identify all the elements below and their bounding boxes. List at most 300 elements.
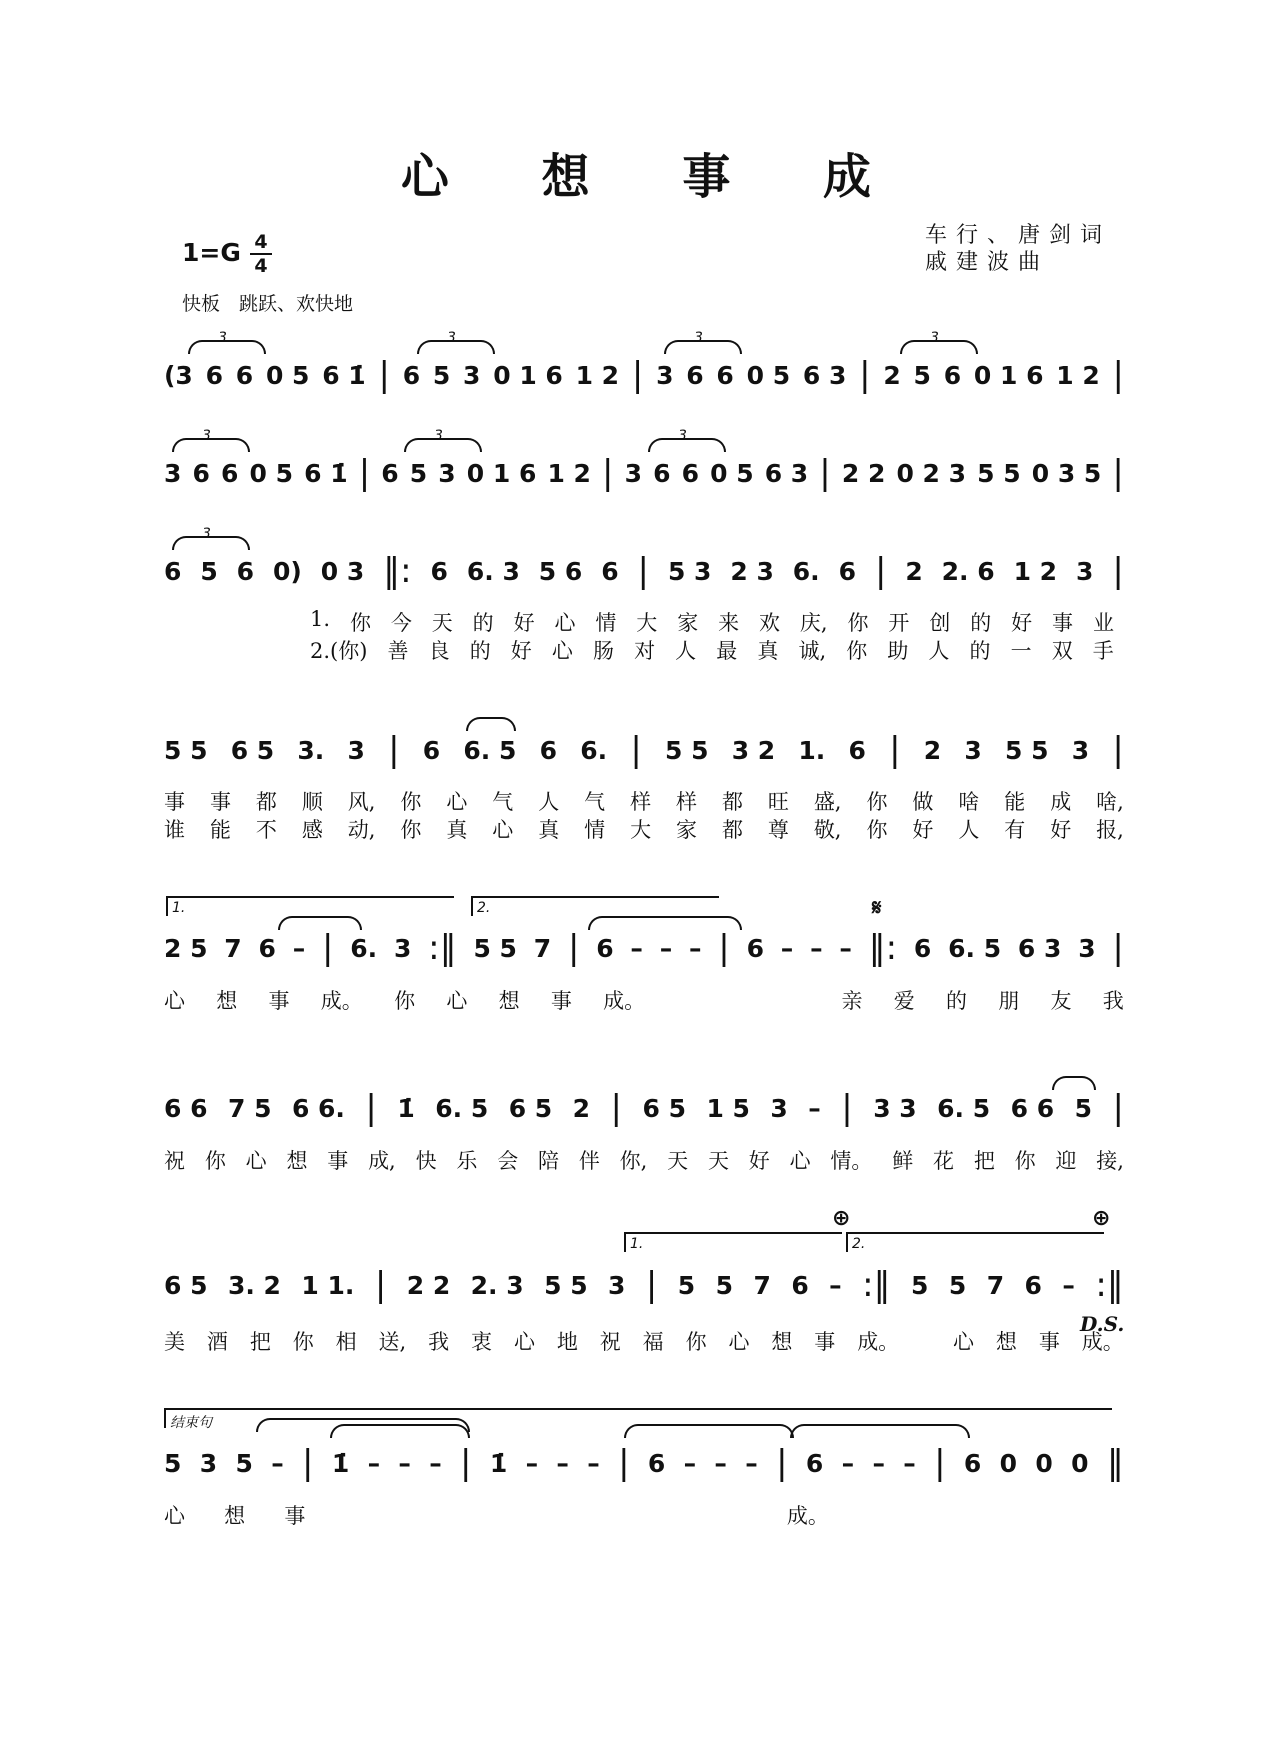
note: 6. 5 [435,1093,489,1123]
lyric-char: 家 [676,818,697,842]
volta-1-label: 1. [172,900,186,916]
note: 0 2 3 [896,458,967,488]
lyric-char: 事 [268,989,290,1013]
note: 6 3 [802,360,847,390]
note: 3 [347,735,365,765]
note: 2 [572,1093,591,1123]
lyric-char: 天 [707,1149,729,1173]
note: 5 5 [977,458,1021,488]
note: – [429,1448,442,1478]
note: 6 5 [642,1093,686,1123]
note: 2 [883,360,901,390]
note: 3. [297,735,325,765]
notation-row-5 [164,928,1124,968]
note: 2 [905,556,923,586]
note: 7 [986,1270,1005,1300]
note: 2 [923,735,942,765]
lyric-char: 心 [245,1149,267,1173]
lyric-char: 成。 [786,1504,829,1528]
note: 5 [911,1270,929,1300]
note: 6 [681,458,699,488]
triplet-slur [404,438,482,452]
lyric-char: 你 [400,790,422,814]
lyric-char: 心 [513,1330,535,1354]
barline: | [1112,355,1124,395]
triplet-slur [417,340,495,354]
lyric-char [1016,1500,1026,1530]
lyric-char: 迎 [1055,1149,1077,1173]
lyric-char: 想 [995,1330,1017,1354]
lyric-char: 心 [728,1330,750,1354]
barline: | [1112,928,1124,968]
lyric-char [966,1500,976,1530]
lyric-char: 诚, [798,639,827,663]
note: 6 [848,735,866,765]
lyric-char: 事 [814,1330,836,1354]
volta-2-label: 2. [852,1236,866,1252]
note: – [271,1448,284,1478]
lyric-char: 风, [347,790,376,814]
notation-row-3 [164,551,1124,591]
triplet-mark: 3 [694,330,703,346]
lyric-char: 的 [945,989,967,1013]
barline: | [819,453,831,493]
barline: | [602,453,614,493]
lyric-char [718,985,728,1015]
lyric-char [1065,1500,1075,1530]
note: – [872,1448,885,1478]
lyric-char [492,1500,502,1530]
note: – [1062,1270,1075,1300]
triplet-slur [188,340,266,354]
barline: | [322,928,334,968]
lyric-char: 把 [973,1149,995,1173]
lyric-char: 心 [953,1330,974,1354]
lyric-char: 想 [216,989,238,1013]
note: 1 2 [1013,556,1058,586]
tempo-marking: 快板 跳跃、欢快地 [182,293,354,315]
lyric-char: 的 [970,611,992,635]
lyric-char: 你, [619,1149,648,1173]
note: 5 3 [667,556,712,586]
notation-row-6 [164,1088,1124,1128]
note: 6. 5 [937,1093,991,1123]
note: – [829,1270,842,1300]
lyric-char: 双 [1051,639,1073,663]
note: 7 5 [227,1093,272,1123]
note: – [745,1448,758,1478]
lyric-char [676,985,686,1015]
note: 3 2 [731,735,776,765]
lyric-char: 好 [510,639,532,663]
lyric-char [394,1500,404,1530]
note: 5 [677,1270,696,1300]
lyric-char: 欢 [759,611,781,635]
note: 3 [964,735,982,765]
note: 5 6 [538,556,583,586]
lyric-char [921,1326,931,1356]
lyric-char: 你 [846,639,868,663]
triplet-mark: 3 [434,428,443,444]
barline: | [859,355,871,395]
note: 5 5 [164,735,208,765]
lyric-row-4-verse-1 [164,786,1124,816]
lyric-char: 能 [209,818,231,842]
lyric-char: 敬, [813,818,842,842]
lyric-char: 2.(你) [310,639,368,663]
lyric-char: 不 [255,818,277,842]
note: 2 2 [841,458,886,488]
barline: | [302,1443,314,1483]
note: (3 [164,360,193,390]
key-signature: 1=G [182,238,241,267]
volta-2 [846,1232,1104,1252]
triplet-slur [172,536,250,550]
ds-marking: D.S. [1080,1312,1125,1336]
note: 2 3 [730,556,774,586]
barline: | [631,355,644,395]
lyric-char: 都 [255,790,277,814]
note: 6 6. [291,1093,345,1123]
note: 6 [1024,1270,1042,1300]
note: 1. [798,735,826,765]
barline: | [841,1088,853,1128]
barline: | [776,1443,788,1483]
lyric-char: 人 [928,639,950,663]
lyric-row-4-verse-2 [164,814,1124,844]
notation-row-8 [164,1443,1124,1483]
lyric-row-8 [164,1500,1124,1530]
note: 0 [1035,1448,1053,1478]
note: 6 [653,458,671,488]
song-title: 心 想 事 成 [400,149,910,205]
lyric-char: 真 [446,818,468,842]
note: 0 5 [710,458,754,488]
barline: :‖ [428,928,457,968]
triplet-slur [664,340,742,354]
note: – [683,1448,697,1478]
lyric-char [759,985,769,1015]
note: 5 [432,360,451,390]
barline: | [718,928,730,968]
note: – [841,1448,855,1478]
notation-row-2 [164,453,1124,493]
note: 2 5 [164,933,208,963]
lyric-char: 你 [866,790,888,814]
tie [790,1424,970,1438]
note: 6 3 [764,458,809,488]
lyric-char: 你 [847,611,869,635]
note: 6 5 [164,1270,208,1300]
note: 6 1̇ [322,360,366,390]
lyric-char: 你 [292,1330,314,1354]
note: 6 [647,1448,666,1478]
note: 6 5 [508,1093,553,1123]
note: 1 2 [547,458,591,488]
lyric-char: 你 [1014,1149,1036,1173]
lyric-char: 谁 [164,818,185,842]
lyric-char: 成 [1050,790,1072,814]
note: 0 [999,1448,1018,1478]
note: 5 [1074,1093,1092,1123]
lyric-char: 祝 [599,1330,621,1354]
lyric-char: 好 [1011,611,1033,635]
note: 0 5 [249,458,293,488]
lyric-char: 把 [249,1330,271,1354]
lyric-char: 乐 [456,1149,478,1173]
note: – [714,1448,727,1478]
note: 6 [539,735,558,765]
lyric-char: 气 [492,790,514,814]
note: 6 [838,556,857,586]
lyric-char [917,1500,927,1530]
note: 6. [580,735,608,765]
barline: | [1112,551,1124,591]
note: 0 3 [320,556,365,586]
note: – [810,933,823,963]
composer-credit: 戚建波曲 [925,250,1050,275]
barline: | [630,730,642,770]
lyric-char: 好 [912,818,934,842]
note: 3 [656,360,674,390]
triplet-mark: 3 [678,428,687,444]
triplet-slur [648,438,726,452]
triplet-slur [172,438,250,452]
lyric-char: 想 [498,989,520,1013]
note: 3 [1076,556,1094,586]
note: 6 [716,360,734,390]
note: 5 5 [665,735,709,765]
lyric-char: 想 [771,1330,793,1354]
lyric-char: 尊 [767,818,789,842]
note: 6. [350,933,378,963]
lyric-char: 朋 [998,989,1020,1013]
lyric-char: 我 [1102,989,1124,1013]
note: 6 [805,1448,824,1478]
barline: ‖: [383,551,412,591]
lyric-char: 一 [1010,639,1032,663]
ending-label: 结束句 [170,1415,212,1431]
note: 5 [948,1270,967,1300]
lyric-char: 事 [164,790,185,814]
lyric-char: 心 [164,1504,185,1528]
lyric-char: 事 [1038,1330,1060,1354]
note: 5 [409,458,428,488]
note: 6 [913,933,932,963]
lyric-char: 花 [933,1149,954,1173]
note: 5 5 [1005,735,1049,765]
note: – [525,1448,539,1478]
note: 2. 3 [470,1270,524,1300]
note: 7 [224,933,242,963]
lyric-char: 酒 [206,1330,228,1354]
note: – [689,933,702,963]
triplet-mark: 3 [447,330,456,346]
lyric-char: 旺 [767,790,789,814]
barline: | [618,1443,630,1483]
lyric-char [1114,1500,1124,1530]
lyric-char: 想 [286,1149,308,1173]
lyric-char [541,1500,551,1530]
note: – [839,933,852,963]
note: 5 5 [544,1270,588,1300]
lyric-char: 你 [349,611,371,635]
note: – [292,933,306,963]
lyric-char: 接, [1096,1149,1124,1173]
lyric-char: 情 [584,818,606,842]
lyric-char: 的 [469,639,491,663]
lyric-char: 善 [387,639,409,663]
lyric-char: 事 [550,989,572,1013]
barline: :‖ [1095,1265,1124,1305]
lyric-char: 真 [538,818,560,842]
lyric-char: 成。 [1081,1330,1124,1354]
note: 6 5 [230,735,275,765]
note: 6 [235,360,254,390]
lyric-row-6 [164,1145,1124,1175]
note: 6 [422,735,441,765]
note: 1 2 [575,360,620,390]
note: – [587,1448,600,1478]
note: 6 [686,360,704,390]
note: 0 1 6 [466,458,537,488]
note: 5 [715,1270,734,1300]
lyric-char: 友 [1050,989,1072,1013]
lyric-char: 家 [677,611,699,635]
lyric-char: 创 [929,611,951,635]
lyric-char: 你 [866,818,888,842]
lyric-char: 盛, [813,790,842,814]
lyric-char: 报, [1096,818,1124,842]
lyric-char: 美 [164,1330,185,1354]
segno-sign: 𝄋 [872,896,882,921]
lyric-char: 大 [630,818,652,842]
lyric-char: 事 [327,1149,349,1173]
lyric-char: 心 [164,989,185,1013]
barline: | [874,551,887,591]
barline: | [637,551,650,591]
lyric-char: 地 [556,1330,578,1354]
lyric-char: 好 [748,1149,770,1173]
note: 7 [533,933,552,963]
triplet-mark: 3 [218,330,227,346]
lyric-char: 鲜 [892,1149,914,1173]
lyric-char: 心 [554,611,576,635]
note: 6. 5 [463,735,517,765]
note: 6 [963,1448,982,1478]
lyric-char: 的 [969,639,991,663]
note: 1 1. [301,1270,355,1300]
note: 3 [770,1093,788,1123]
tie [330,1424,470,1438]
lyric-char: 人 [675,639,697,663]
note: 1 2 [1056,360,1100,390]
lyric-char: 气 [584,790,606,814]
time-signature [250,232,272,276]
barline: | [378,355,390,395]
lyric-char: 成。 [320,989,363,1013]
lyric-char: 感 [301,818,323,842]
barline: ‖: [868,928,898,968]
note: 5 [913,360,931,390]
lyric-char: 今 [390,611,412,635]
note: 0 3 5 [1031,458,1102,488]
note: 6 [791,1270,809,1300]
triplet-mark: 3 [930,330,939,346]
lyric-char: 心 [789,1149,811,1173]
lyric-char: 快 [415,1149,437,1173]
note: 3 3 [873,1093,917,1123]
volta-1 [166,896,454,916]
lyric-char: 大 [636,611,658,635]
note: 6 [943,360,962,390]
note: – [630,933,643,963]
note: 3 [393,933,412,963]
lyric-char: 都 [721,818,743,842]
barline: | [374,1265,387,1305]
note: 6. 5 [948,933,1002,963]
lyric-char: 祝 [164,1149,185,1173]
lyric-char: 心 [551,639,573,663]
lyric-char: 样 [630,790,652,814]
note: 6 [596,933,614,963]
note: 6 [430,556,448,586]
volta-2 [471,896,719,916]
lyric-char [443,1500,453,1530]
note: – [367,1448,381,1478]
note: 6 6 [1010,1093,1055,1123]
barline: | [934,1443,946,1483]
note: 6 [402,360,421,390]
triplet-slur [900,340,978,354]
lyric-char: 你 [204,1149,226,1173]
barline: | [388,730,400,770]
note: – [398,1448,411,1478]
lyric-char: 啥 [958,790,980,814]
note: 3 [608,1270,626,1300]
time-top: 4 [254,231,268,253]
note: 3 [1078,933,1096,963]
note: 6 1̇ [304,458,348,488]
lyricist-credit: 车行、唐剑词 [925,223,1112,248]
lyric-char: 业 [1092,611,1114,635]
note: 6 [221,458,239,488]
note: 0 [1071,1448,1089,1478]
barline: | [460,1443,472,1483]
lyric-char: 最 [716,639,738,663]
lyric-char: 相 [335,1330,357,1354]
note: 3 [438,458,456,488]
lyric-char: 手 [1092,639,1114,663]
lyric-char: 情 [595,611,617,635]
barline: | [365,1088,377,1128]
note: 0 5 [746,360,791,390]
lyric-char: 心 [492,818,514,842]
lyric-char: 良 [428,639,450,663]
note: 2 2 [406,1270,451,1300]
lyric-char: 爱 [893,989,915,1013]
note: 5 [200,556,218,586]
note: 1̇ [489,1448,508,1478]
lyric-char: 福 [642,1330,664,1354]
note: 1̇ [397,1093,415,1123]
note: 6 [601,556,619,586]
note: 6 [258,933,276,963]
note: 6 [381,458,399,488]
lyric-char: 肠 [592,639,614,663]
lyric-char [590,1500,600,1530]
coda-sign: ⊕ [1092,1206,1111,1231]
